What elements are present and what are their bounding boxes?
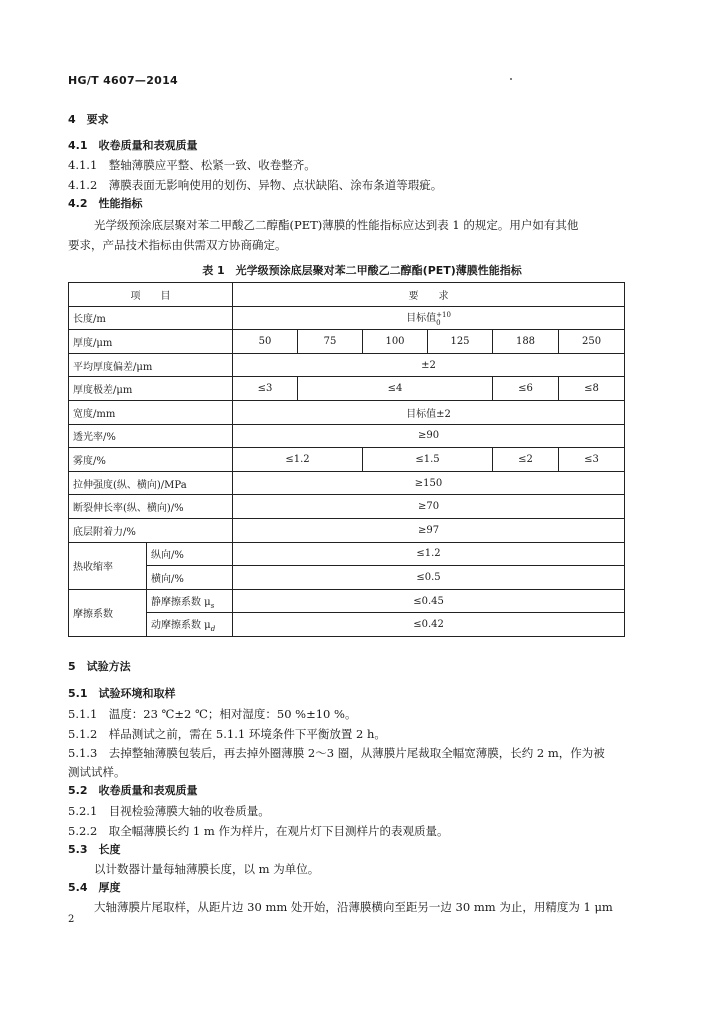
- clause-4-1-1: 4.1.1 整轴薄膜应平整、松紧一致、收卷整齐。: [68, 158, 316, 172]
- table-row: [69, 495, 625, 519]
- table-row: [69, 330, 625, 354]
- haze-value: ≤1.2: [233, 448, 363, 472]
- thickness-value: 125: [428, 330, 493, 354]
- row-label: 拉伸强度(纵、横向)/MPa: [69, 471, 233, 495]
- dynamic-friction-sub: d: [210, 625, 216, 634]
- static-friction-value: ≤0.45: [233, 589, 625, 613]
- section-5-title: 5 试验方法: [68, 660, 131, 673]
- table-row: [69, 353, 625, 377]
- haze-value: ≤2: [493, 448, 559, 472]
- row-label: 厚度极差/μm: [69, 377, 233, 401]
- row-label: 透光率/%: [69, 424, 233, 448]
- row-group-label: 摩擦系数: [69, 589, 147, 636]
- table-row: [69, 377, 625, 401]
- clause-5-1-2: 5.1.2 样品测试之前，需在 5.1.1 环境条件下平衡放置 2 h。: [68, 727, 386, 741]
- table-row: [69, 283, 625, 307]
- width-value: 目标值±2: [233, 400, 625, 424]
- row-label: [147, 589, 233, 613]
- thick-range-value: ≤8: [559, 377, 625, 401]
- standard-number: HG/T 4607—2014: [68, 74, 179, 87]
- row-label: 底层附着力/%: [69, 518, 233, 542]
- row-label: 纵向/%: [147, 542, 233, 566]
- thickness-value: 50: [233, 330, 298, 354]
- row-label: 横向/%: [147, 566, 233, 590]
- row-label: [147, 613, 233, 637]
- thick-range-value: ≤4: [298, 377, 493, 401]
- length-target: 目标值: [406, 313, 437, 325]
- tensile-value: ≥150: [233, 471, 625, 495]
- section-4-2-title: 4.2 性能指标: [68, 197, 143, 210]
- haze-value: ≤1.5: [363, 448, 493, 472]
- table-row: [69, 471, 625, 495]
- clause-4-2-line2: 要求，产品技术指标由供需双方协商确定。: [68, 238, 287, 252]
- row-group-label: 热收缩率: [69, 542, 147, 589]
- scan-speck: [510, 78, 512, 80]
- thick-range-value: ≤6: [493, 377, 559, 401]
- section-5-3-title: 5.3 长度: [68, 843, 121, 856]
- clause-5-1-3-line1: 5.1.3 去掉整轴薄膜包装后，再去掉外圈薄膜 2～3 圈，从薄膜片尾裁取全幅宽薄膜，长约 2 m，作为被: [68, 746, 605, 760]
- clause-5-1-1: 5.1.1 温度：23 ℃±2 ℃；相对湿度：50 %±10 %。: [68, 707, 357, 721]
- table-caption: 表 1 光学级预涂底层聚对苯二甲酸乙二醇酯(PET)薄膜性能指标: [202, 264, 522, 277]
- header-requirement: 要 求: [233, 283, 625, 307]
- table-row: [69, 424, 625, 448]
- thickness-value: 75: [298, 330, 363, 354]
- static-friction-sub: s: [210, 601, 215, 610]
- table-row: [69, 400, 625, 424]
- clause-5-2-2: 5.2.2 取全幅薄膜长约 1 m 作为样片，在观片灯下目测样片的表观质量。: [68, 824, 449, 838]
- shrink-md-value: ≤1.2: [233, 542, 625, 566]
- length-tol-upper: +10: [436, 310, 451, 319]
- row-label: 平均厚度偏差/μm: [69, 353, 233, 377]
- row-label: 厚度/μm: [69, 330, 233, 354]
- avg-dev-value: ±2: [233, 353, 625, 377]
- thickness-value: 188: [493, 330, 559, 354]
- thickness-value: 250: [559, 330, 625, 354]
- row-label: 雾度/%: [69, 448, 233, 472]
- static-friction-label: 静摩擦系数 μ: [151, 596, 211, 608]
- row-label: 长度/m: [69, 306, 233, 330]
- dynamic-friction-value: ≤0.42: [233, 613, 625, 637]
- clause-5-1-3-line2: 测试试样。: [68, 765, 126, 779]
- adhesion-value: ≥97: [233, 518, 625, 542]
- section-5-2-title: 5.2 收卷质量和表观质量: [68, 784, 198, 797]
- haze-value: ≤3: [559, 448, 625, 472]
- performance-table: [68, 282, 625, 637]
- thickness-value: 100: [363, 330, 428, 354]
- shrink-td-value: ≤0.5: [233, 566, 625, 590]
- length-value: [233, 306, 625, 330]
- section-5-4-title: 5.4 厚度: [68, 881, 121, 894]
- section-4-1-title: 4.1 收卷质量和表观质量: [68, 139, 198, 152]
- header-item: 项 目: [69, 283, 233, 307]
- row-label: 宽度/mm: [69, 400, 233, 424]
- dynamic-friction-label: 动摩擦系数 μ: [151, 620, 211, 632]
- page-number: 2: [68, 914, 75, 925]
- table-row: [69, 613, 625, 637]
- thick-range-value: ≤3: [233, 377, 298, 401]
- elongation-value: ≥70: [233, 495, 625, 519]
- table-row: [69, 566, 625, 590]
- table-row: [69, 589, 625, 613]
- clause-5-3-text: 以计数器计量每轴薄膜长度，以 m 为单位。: [94, 862, 320, 876]
- length-tol-lower: 0: [436, 318, 441, 327]
- clause-4-1-2: 4.1.2 薄膜表面无影响使用的划伤、异物、点状缺陷、涂布条道等瑕疵。: [68, 178, 443, 192]
- table-row: [69, 448, 625, 472]
- clause-5-4-text: 大轴薄膜片尾取样，从距片边 30 mm 处开始，沿薄膜横向至距另一边 30 mm 为止，用精度为 1 μm: [94, 900, 613, 914]
- table-row: [69, 542, 625, 566]
- table-row: [69, 306, 625, 330]
- clause-5-2-1: 5.2.1 目视检验薄膜大轴的收卷质量。: [68, 804, 270, 818]
- table-row: [69, 518, 625, 542]
- clause-4-2-line1: 光学级预涂底层聚对苯二甲酸乙二醇酯(PET)薄膜的性能指标应达到表 1 的规定。用户如有其他: [94, 218, 579, 232]
- transmit-value: ≥90: [233, 424, 625, 448]
- section-5-1-title: 5.1 试验环境和取样: [68, 687, 176, 700]
- section-4-title: 4 要求: [68, 113, 109, 126]
- row-label: 断裂伸长率(纵、横向)/%: [69, 495, 233, 519]
